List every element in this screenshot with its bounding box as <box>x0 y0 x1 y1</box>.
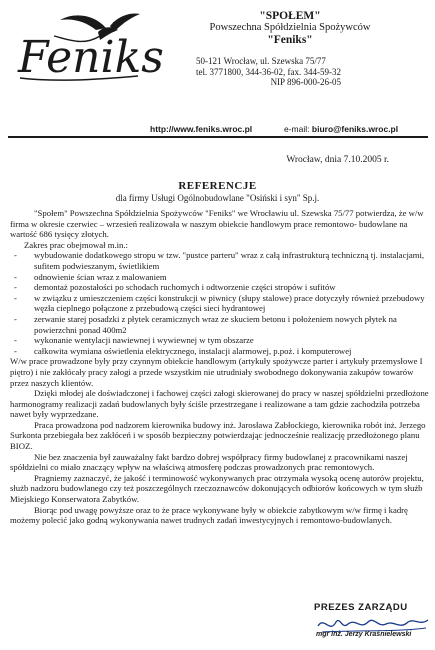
email-block <box>284 124 398 134</box>
phone-fax-line: tel. 3771800, 344-36-02, fax. 344-59-32 <box>196 66 341 77</box>
feniks-logo <box>14 6 164 88</box>
company-name-block <box>150 10 430 46</box>
letter-date: Wrocław, dnia 7.10.2005 r. <box>286 155 389 165</box>
email-link[interactable]: biuro@feniks.wroc.pl <box>311 124 399 134</box>
list-item: - zerwanie starej posadzki z płytek ceramicznych wraz ze skuciem betonu i położeniem nowych płytek na powierzchni ponad 400m2 <box>34 314 430 335</box>
company-address-block <box>196 56 341 88</box>
letter-subtitle: dla firmy Usługi Ogólnobudowlane "Osiński i syn" Sp.j. <box>115 193 320 203</box>
paragraph: Pragniemy zaznaczyć, że jakość i terminowość wykonywanych prac otrzymała wysoką ocenę autorów projektu, służb nadzoru budowlanego czy też poszczególnych rzeczoznawców dokonujących odbiorów końcowych w tym służb Miejskiego Konserwatora Zabytków. <box>10 472 424 505</box>
paragraph: Biorąc pod uwagę powyższe oraz to że prace wykonywane były w obiekcie zabytkowym w/w firmę i kadrę możemy polecić jako godną wykonywania nawet trudnych zadań inwestycyjnych i remontowo-budowlanych. <box>10 504 408 526</box>
letter-body <box>10 208 430 526</box>
scope-list <box>10 250 430 356</box>
list-item: - wykonanie wentylacji nawiewnej i wywiewnej w tym obszarze <box>34 335 430 346</box>
list-item: - całkowita wymiana oświetlenia elektrycznego, instalacji alarmowej, p.poż. i komputerowej <box>34 346 430 357</box>
letter-title: REFERENCJE <box>178 180 257 192</box>
list-item: - demontaż pozostałości po schodach ruchomych i odtworzenie części stropów i sufitów <box>34 282 430 293</box>
svg-text:Feniks: Feniks <box>18 32 164 83</box>
nip-line: NIP 896-000-26-05 <box>270 77 341 87</box>
stamp-name: mgr inż. Jerzy Kraśnielewski <box>316 631 412 638</box>
email-label: e-mail: <box>284 124 310 134</box>
address-line: 50-121 Wrocław, ul. Szewska 75/77 <box>196 56 326 66</box>
list-item: - wybudowanie dodatkowego stropu w tzw. "pustce parteru" wraz z całą infrastrukturą techniczną tj. instalacjami, sufitem podwieszanym, świetlikiem <box>34 250 430 271</box>
paragraph: Nie bez znaczenia był zauważalny fakt bardzo dobrej współpracy firmy budowlanej z pracownikami naszej spółdzielni co miało znaczący wpływ na właściwą atmosferę podczas prowadzonych prac remontowych. <box>10 451 408 473</box>
website-link[interactable]: http://www.feniks.wroc.pl <box>150 124 253 134</box>
company-name-line3: "Feniks" <box>267 34 313 46</box>
company-name-line1: "SPOŁEM" <box>259 10 321 22</box>
scope-intro: Zakres prac obejmował m.in.: <box>24 239 128 250</box>
list-item: - odnowienie ścian wraz z malowaniem <box>34 272 430 283</box>
paragraph: Dzięki młodej ale doświadczonej i fachowej części załogi skierowanej do pracy w naszej spółdzielni przedłożone harmonogramy realizacji zadań budowlanych były ściśle przestrzegane i realizowane a tam gdzie zachodziła potrzeba nawet były wyprzedzane. <box>10 388 429 420</box>
paragraph: W/w prace prowadzone były przy czynnym obiekcie handlowym (artykuły spożywcze parter i artykuły przemysłowe I piętro) i nie zakłócały pracy załogi a przede wszystkim nie utrudniały swobodnego dokonywania zakupów towarów przez naszych klientów. <box>10 356 423 388</box>
company-name-line2: Powszechna Spółdzielnia Spożywców <box>209 22 371 33</box>
intro-paragraph: "Społem" Powszechna Spółdzielnia Spożywców "Feniks" we Wrocławiu ul. Szewska 75/77 potwierdza, że w/w firma w okresie czerwiec – wrzesień realizowała w naszym obiekcie handlowym prace remontowo- budowlane na wartość 686 tysięcy złotych. <box>10 208 424 240</box>
stamp-title: PREZES ZARZĄDU <box>314 602 408 613</box>
paragraph: Praca prowadzona pod nadzorem kierownika budowy inż. Jarosława Zabłockiego, kierownika robót inż. Jerzego Surkonta przebiegała bez zakłóceń i w sposób bezpieczny potwierdzając jednocześnie realizację przedłożonego planu BIOZ. <box>10 419 426 452</box>
letterhead-divider <box>8 136 428 138</box>
list-item: - w związku z umieszczeniem części konstrukcji w piwnicy (słupy stalowe) prace dotyczyły również przebudowy węzła cieplnego połączone z przebudową części sieci hydrantowej <box>34 293 430 314</box>
